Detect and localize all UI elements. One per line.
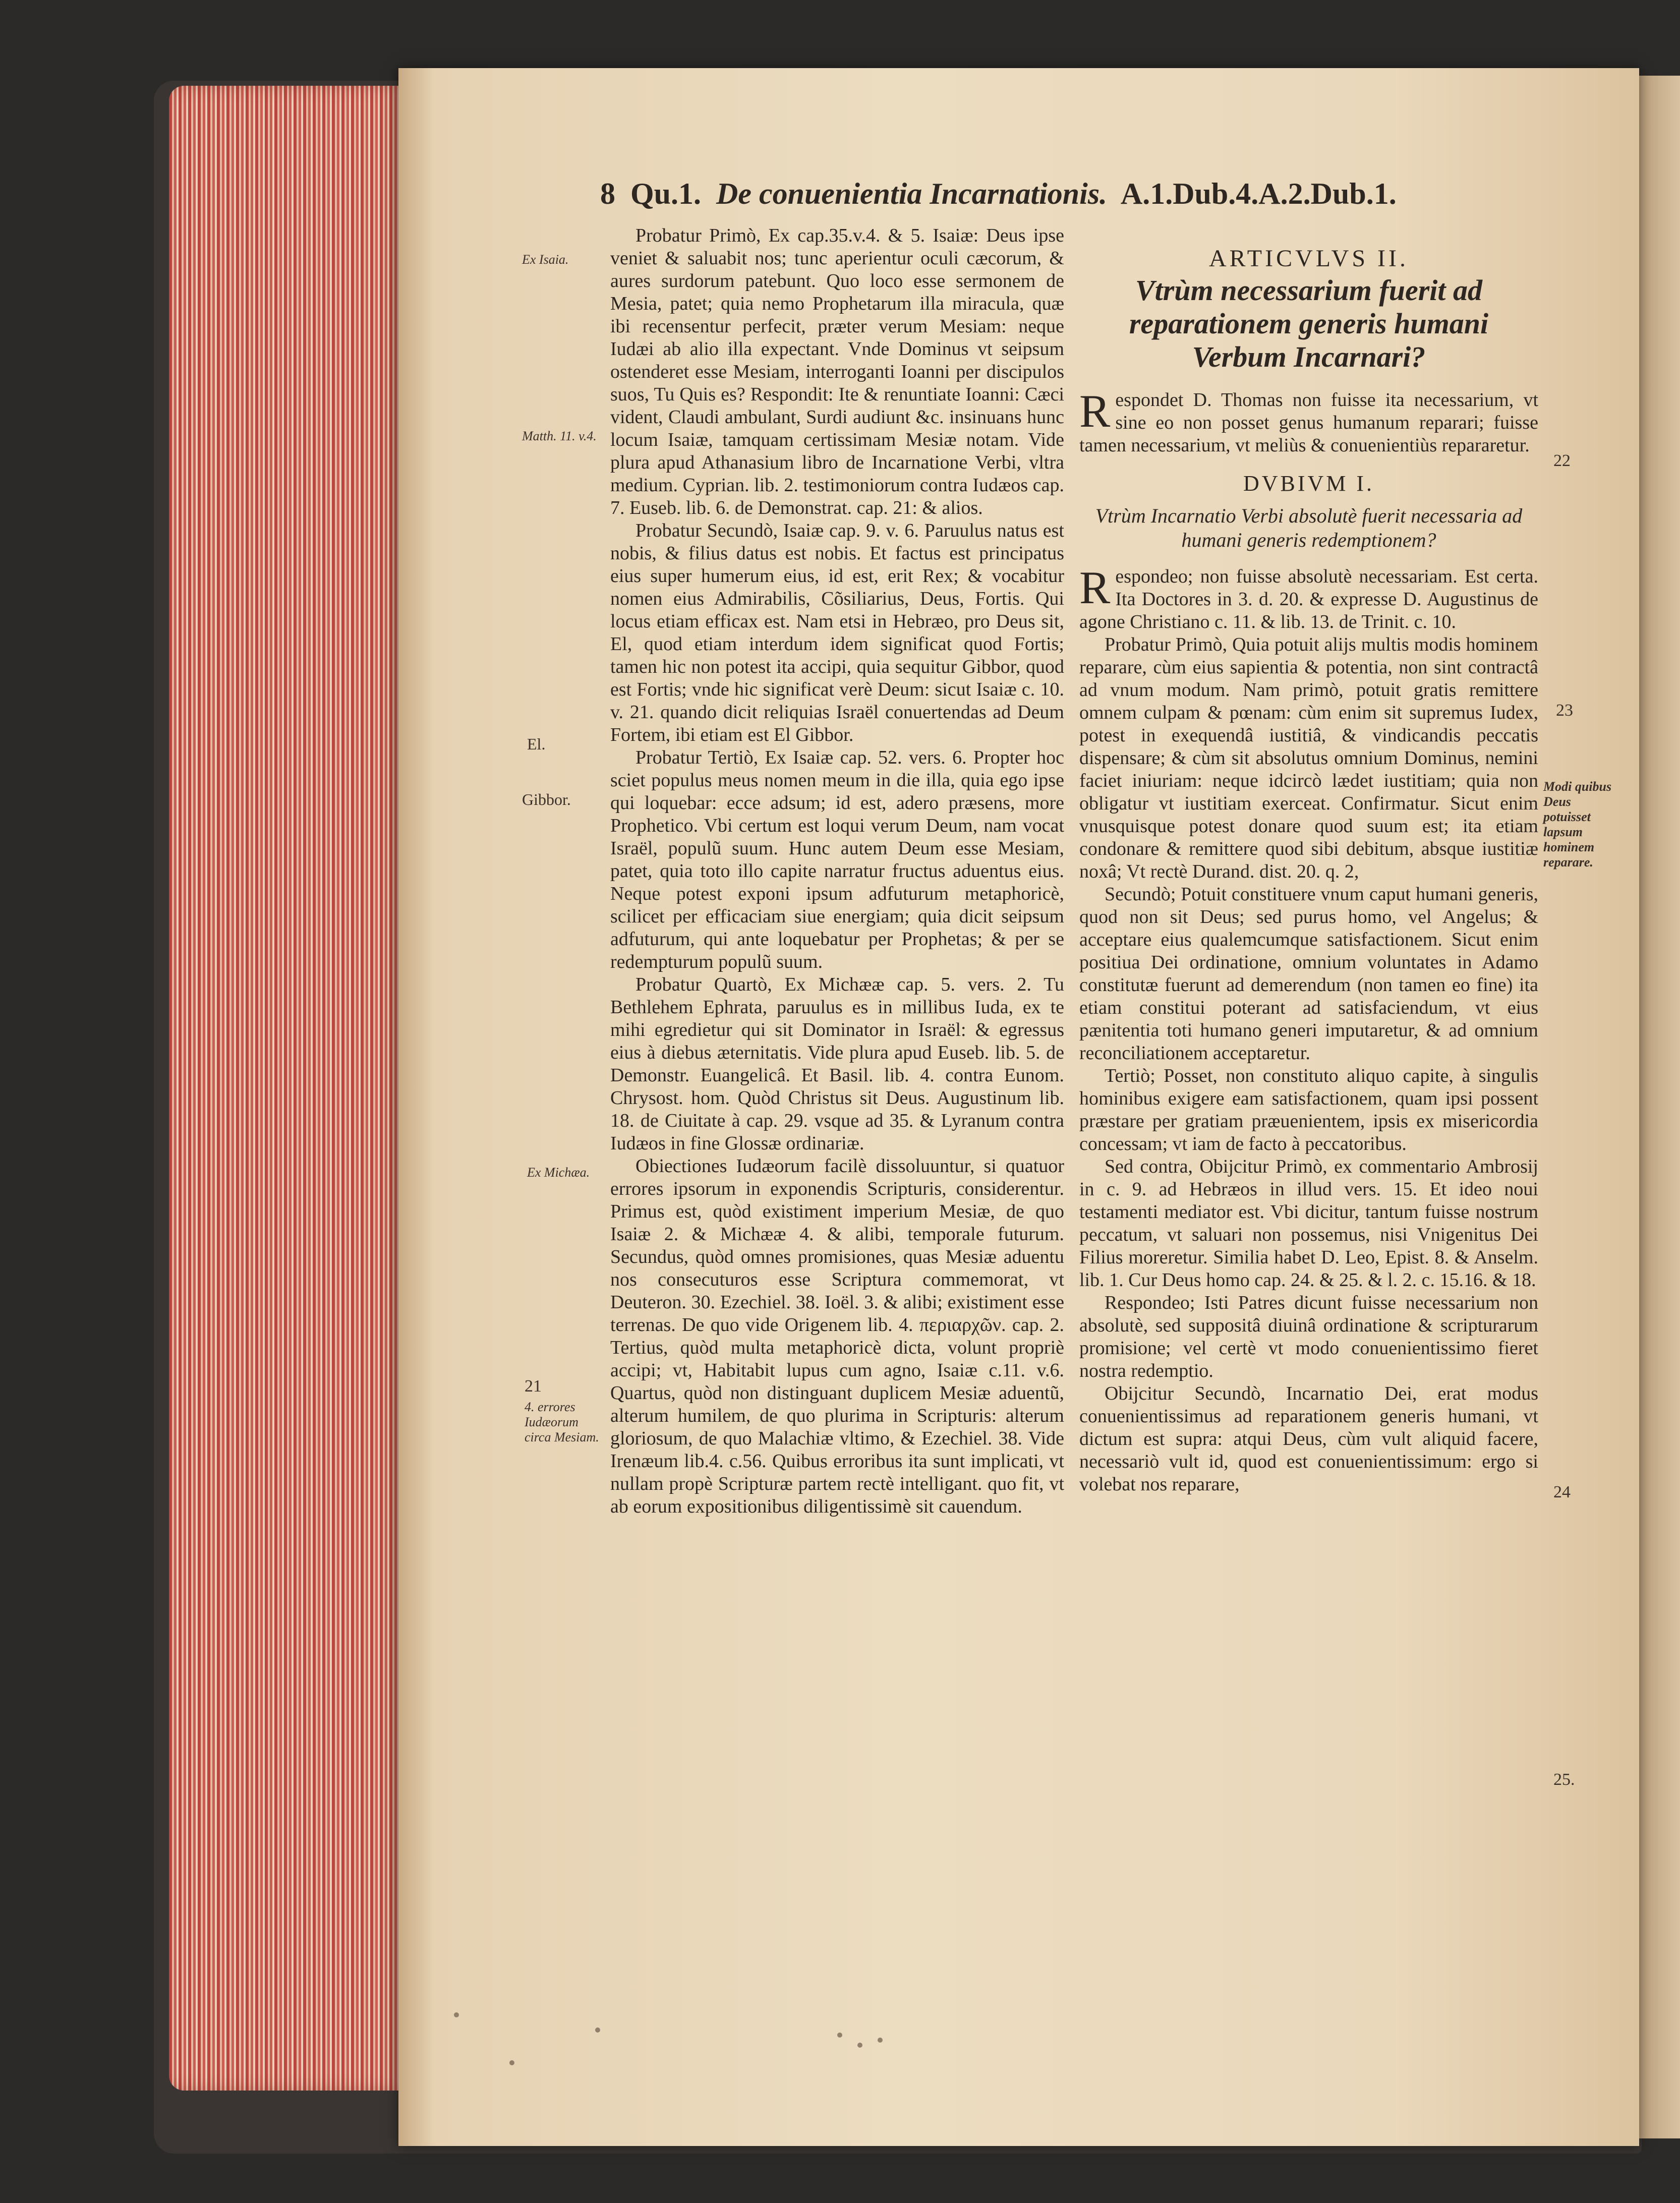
header-title: De conuenientia Incarnationis. — [716, 177, 1108, 210]
left-column — [610, 224, 1064, 1518]
article-title: ARTICVLVS II. — [1208, 245, 1409, 272]
margin-number: 24 — [1553, 1483, 1571, 1501]
left-paragraph: Probatur Tertiò, Ex Isaiæ cap. 52. vers. 6. Propter hoc sciet populus meus nomen meum in die illa, quia ego ipse qui loquebar: ecce adsum; id est, adero præsens, more Prophetico. Vbi certum est loqui verum Deum, nam vocat Israël, populũ suum. Hunc autem Deum esse Mesiam, patet, quia toto illo capite narratur fructus aduentus eius. Neque potest exponi ipsum adfuturum metaphoricè, scilicet per efficaciam siue energiam; quia dicit seipsum adfuturum, qui ante loquebatur per Prophetas; & per se redempturum populũ suum. — [610, 747, 1064, 972]
right-paragraph: Secundò; Potuit constituere vnum caput humani generis, quod non sit Deus; sed purus homo, vel Angelus; & acceptare eius qualemcumque satisfactionem. Sicut enim positiua Dei ordinatione, omnium voluntates in Adamo constitutæ fuerunt ad demerendum (non tamen eo fine) ita etiam constitui poterant ad satisfaciendum, vt eius pænitentia toti humano generi imputaretur, & ad omnium reconciliationem acceptaretur. — [1079, 884, 1538, 1064]
left-paragraph: Probatur Quartò, Ex Michææ cap. 5. vers. 2. Tu Bethlehem Ephrata, paruulus es in millibus Iuda, ex te mihi egredietur qui sit Dominator in Israël: & egressus eius à diebus æternitatis. Vide plura apud Euseb. lib. 5. de Demonstr. Euangelicâ. Et Basil. lib. 4. contra Eunom. Chrysost. hom. Quòd Christus sit Deus. Augustinum lib. 18. de Ciuitate à cap. 29. vsque ad 35. & Lyranum contra Iudæos in fine Glossæ ordinariæ. — [610, 974, 1064, 1154]
dubium-question: Vtrùm Incarnatio Verbi absolutè fuerit necessaria ad humani generis redemptionem? — [1095, 504, 1523, 551]
dubium-title: DVBIVM I. — [1243, 471, 1375, 496]
left-paragraph: Probatur Secundò, Isaiæ cap. 9. v. 6. Paruulus natus est nobis, & filius datus est nobis. Et factus est principatus eius super humerum eius, id est, erit Rex; & vocabitur nomen eius Admirabilis, Cõsiliarius, Deus, Fortis. Qui locus etiam efficax est. Nam etsi in Hebræo, pro Deus sit, El, quod etiam interdum idem significat quod Fortis; tamen hic non potest ita accipi, quia sequitur Gibbor, quod est Fortis; vnde hic significat verè Deum: sicut Isaiæ c. 10. v. 21. quando dicit reliquias Israël conuertendas ad Deum Fortem, ibi etiam est El Gibbor. — [610, 520, 1064, 745]
facing-page-edge — [1634, 76, 1680, 2138]
paper-spot — [878, 2038, 883, 2043]
paper-spot — [595, 2027, 600, 2033]
paper-spot — [837, 2033, 842, 2038]
margin-note: Ex Isaia. — [522, 252, 569, 267]
margin-number: 22 — [1553, 451, 1571, 470]
paper-spot — [509, 2060, 514, 2065]
paper-spot — [454, 2012, 459, 2017]
margin-number: 21 — [525, 1377, 542, 1396]
left-paragraph: Obiectiones Iudæorum facilè dissoluuntur, si quatuor errores ipsorum in exponendis Scripturis, considerentur. Primus est, quòd existiment imperium Mesiæ, de quo Isaiæ 2. & Michææ 4. & alibi, temporale futurum. Secundus, quòd omnes promisiones, quas Mesiæ aduentu nos consecuturos esse Scriptura commemorat, vt Deuteron. 30. Ezechiel. 38. Ioël. 3. & alibi; existiment esse terrenas. De quo vide Origenem lib. 4. περιαρχῶν. cap. 2. Tertius, quòd multa metaphoricè dicta, volunt propriè accipi; vt, Habitabit lupus cum agno, Isaiæ c.11. v.6. Quartus, quòd non distinguant duplicem Mesiæ aduentũ, alterum humilem, de quo plurima in Scripturis: alterum gloriosum, de quo Malachiæ vltimo, & Ezechiel. 38. Vide Irenæum lib.4. c.56. Quibus erroribus ita sunt implicati, vt nullam propè Scripturæ partem rectè intelligant. quo fit, vt ab eorum expositionibus diligentissimè sit cauendum. — [610, 1155, 1064, 1517]
right-paragraph: Respondeo; non fuisse absolutè necessariam. Est certa. Ita Doctores in 3. d. 20. & expresse D. Augustinus de agone Christiano c. 11. & lib. 13. de Trinit. c. 10. — [1079, 562, 1538, 632]
margin-note: Ex Michæa. — [527, 1165, 590, 1180]
margin-note: Matth. 11. v.4. — [522, 429, 597, 443]
article-answer: Respondet D. Thomas non fuisse ita necessarium, vt sine eo non posset genus humanum reparari; fuisse tamen necessarium, vt meliùs & conuenientiùs repararetur. — [1079, 385, 1538, 456]
running-header — [600, 177, 1558, 211]
right-paragraph: Tertiò; Posset, non constituto aliquo capite, à singulis hominibus exigere eam satisfactionem, quam ipsi possent præstare per gratiam præuenientem, ipsis ex misericordia concessam; vt iam de facto à peccatoribus. — [1079, 1065, 1538, 1154]
right-paragraph: Obijcitur Secundò, Incarnatio Dei, erat modus conuenientissimus ad reparationem generis humani, vt dictum est supra: atqui Deus, cùm vult aliquid facere, necessariò vult id, quod est conuenientissimum: ergo si volebat nos reparare, — [1079, 1383, 1538, 1495]
right-column — [1079, 247, 1538, 1496]
question-label: Qu.1. — [630, 177, 702, 210]
margin-note: El. — [527, 735, 546, 753]
header-locator: A.1.Dub.4.A.2.Dub.1. — [1120, 177, 1397, 210]
right-paragraph: Respondeo; Isti Patres dicunt fuisse necessarium non absolutè, sed suppositâ diuinâ ordinatione & scripturarum promisione; vel certè vt modo conuenientissimo fieret nostra redemptio. — [1079, 1292, 1538, 1381]
page-edge-red — [169, 86, 406, 2091]
margin-number: 25. — [1553, 1770, 1575, 1789]
right-paragraph: Sed contra, Obijcitur Primò, ex commentario Ambrosij in c. 9. ad Hebræos in illud vers. 15. Et ideo noui testamenti mediator est. Vbi dicitur, tantum fuisse nostrum peccatum, vt saluari non possemus, nisi Vnigenitus Dei Filius moreretur. Similia habet D. Leo, Epist. 8. & Anselm. lib. 1. Cur Deus homo cap. 24. & 25. & l. 2. c. 15.16. & 18. — [1079, 1156, 1538, 1291]
page-number: 8 — [600, 177, 615, 210]
margin-note: Gibbor. — [522, 790, 571, 808]
margin-note: 4. errores Iudæorum circa Mesiam. — [525, 1400, 599, 1444]
margin-number: 23 — [1556, 701, 1573, 720]
left-paragraph: Probatur Primò, Ex cap.35.v.4. & 5. Isaiæ: Deus ipse veniet & saluabit nos; tunc aperientur oculi cæcorum, & aures surdorum patebunt. Quo loco esse sermonem de Mesia, patet; quia nemo Prophetarum illa miracula, quæ ibi recensentur perfecit, præter verum Mesiam: neque Iudæi ab alio illa expectant. Vnde Dominus vt seipsum ostenderet esse Mesiam, interroganti Ioanni per discipulos suos, Tu Quis es? Respondit: Ite & renuntiate Ioanni: Cæci vident, Claudi ambulant, Surdi audiunt &c. insinuans hunc locum Isaiæ, tamquam certissimam Mesiæ notam. Vide plura apud Athanasium libro de Incarnatione Verbi, vltra medium. Cyprian. lib. 2. testimoniorum contra Iudæos cap. 7. Euseb. lib. 6. de Demonstrat. cap. 21: & alios. — [610, 225, 1064, 518]
paper-spot — [857, 2043, 862, 2048]
margin-note: Modi quibus Deus potuisset lapsum hominem reparare. — [1543, 779, 1612, 869]
article-question: Vtrùm necessarium fuerit ad reparationem generis humani Verbum Incarnari? — [1129, 274, 1489, 373]
right-paragraph: Probatur Primò, Quia potuit alijs multis modis hominem reparare, cùm eius sapientia & potentia, non sint contractâ ad vnum modum. Nam primò, potuit gratis remittere omnem culpam & pœnam: cùm enim sit supremus Iudex, potest in exequendâ iustitiâ, & vindicandis peccatis dispensare; & cùm sit absolutus omnium Dominus, nemini faciet iniuriam: neque idcircò lædet iustitiam; quia non obligatur vt iustitiam exerceat. Confirmatur. Sicut enim vnusquisque potest donare quod suum est; ita etiam condonare & remittere quod sibi debitum, absque iustitiæ noxâ; Vt rectè Durand. dist. 20. q. 2, — [1079, 634, 1538, 882]
